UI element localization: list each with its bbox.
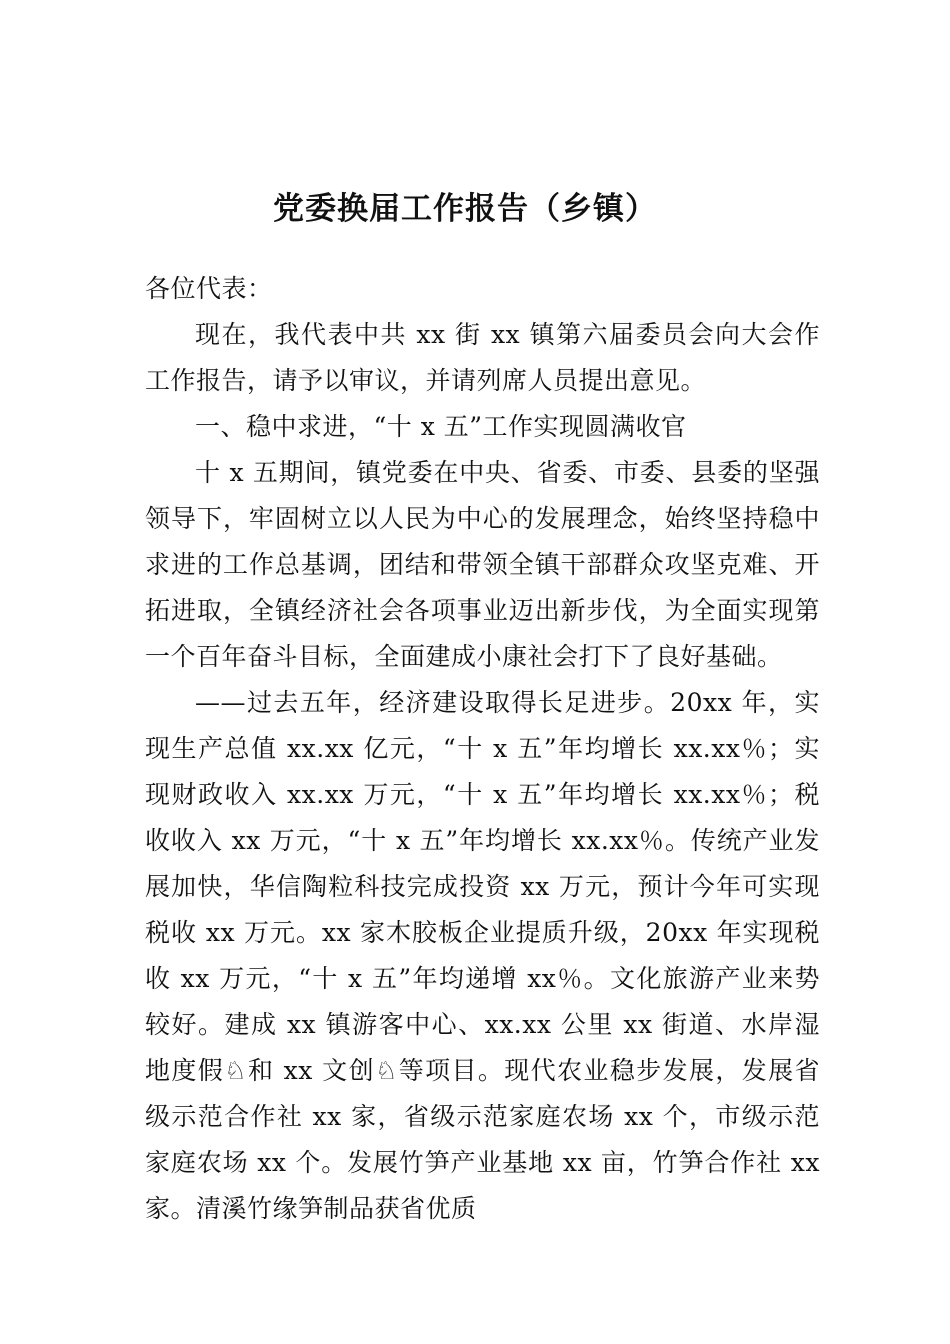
document-title: 党委换届工作报告（乡镇） bbox=[273, 191, 657, 227]
document-body bbox=[145, 266, 820, 1232]
section-heading: 一、稳中求进，“十 x 五”工作实现圆满收官 bbox=[195, 412, 687, 441]
paragraph-intro: 现在，我代表中共 xx 街 xx 镇第六届委员会向大会作工作报告，请予以审议，并请列席人员提出意见。 bbox=[145, 320, 820, 395]
salutation: 各位代表： bbox=[145, 274, 273, 303]
paragraph-economy: ——过去五年，经济建设取得长足进步。20xx 年，实现生产总值 xx.xx 亿元，“十 x 五”年均增长 xx.xx％；实现财政收入 xx.xx 万元，“十 x 五”年均增长 xx.xx％；税收收入 xx 万元，“十 x 五”年均增长 xx.xx％。传统产业发展加快，华信陶粒科技完成投资 xx 万元，预计今年可实现税收 xx 万元。xx 家木胶板企业提质升级，20xx 年实现税收 xx 万元，“十 x 五”年均递增 xx％。文化旅游产业来势较好。建成 xx 镇游客中心、xx.xx 公里 xx 街道、水岸湿地度假♘和 xx 文创♘等项目。现代农业稳步发展，发展省级示范合作社 xx 家，省级示范家庭农场 xx 个，市级示范家庭农场 xx 个。发展竹笋产业基地 xx 亩，竹笋合作社 xx 家。清溪竹缘笋制品获省优质 bbox=[145, 688, 820, 1223]
paragraph-overview: 十 x 五期间，镇党委在中央、省委、市委、县委的坚强领导下，牢固树立以人民为中心的发展理念，始终坚持稳中求进的工作总基调，团结和带领全镇干部群众攻坚克难、开拓进取，全镇经济社会各项事业迈出新步伐，为全面实现第一个百年奋斗目标，全面建成小康社会打下了良好基础。 bbox=[145, 458, 820, 671]
